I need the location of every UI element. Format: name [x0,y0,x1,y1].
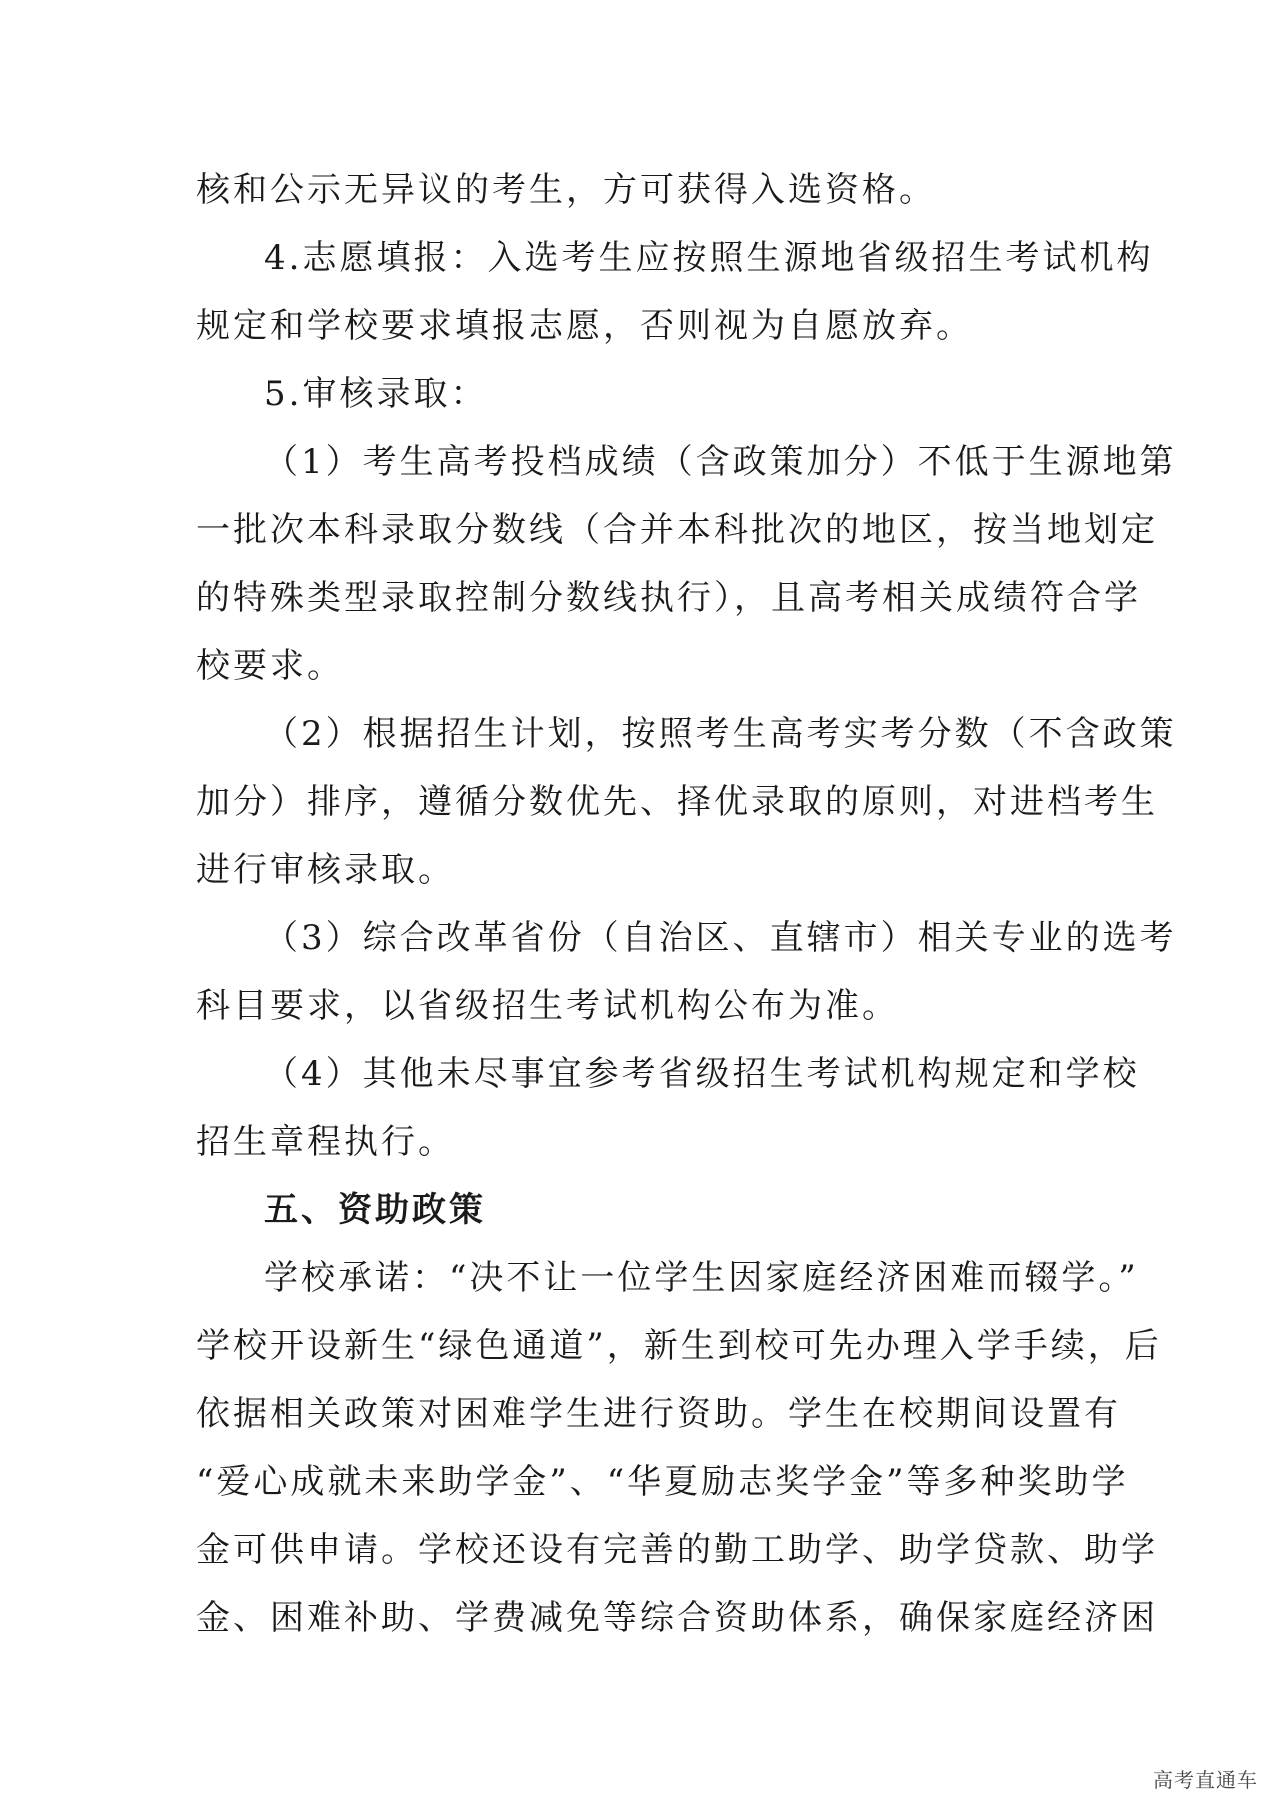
text-line: 依据相关政策对困难学生进行资助。学生在校期间设置有 [196,1394,1121,1434]
document-body [196,156,1177,1652]
text-line: 学校开设新生“绿色通道”，新生到校可先办理入学手续，后 [196,1326,1162,1366]
text-line: 金可供申请。学校还设有完善的勤工助学、助学贷款、助学 [196,1530,1158,1570]
text-line: 科目要求，以省级招生考试机构公布为准。 [196,986,899,1026]
text-line: （1）考生高考投档成绩（含政策加分）不低于生源地第 [264,442,1177,482]
text-line: （3）综合改革省份（自治区、直辖市）相关专业的选考 [264,918,1177,958]
text-line: 核和公示无异议的考生，方可获得入选资格。 [196,170,936,210]
text-line: “爱心成就未来助学金”、“华夏励志奖学金”等多种奖助学 [196,1462,1129,1502]
text-line: 加分）排序，遵循分数优先、择优录取的原则，对进档考生 [196,782,1158,822]
text-line: 校要求。 [196,646,344,686]
section-heading: 五、资助政策 [264,1190,486,1230]
text-line: 5.审核录取： [264,374,488,414]
text-line: 规定和学校要求填报志愿，否则视为自愿放弃。 [196,306,973,346]
text-line: （2）根据招生计划，按照考生高考实考分数（不含政策 [264,714,1177,754]
text-line: 进行审核录取。 [196,850,455,890]
watermark: 高考直通车 [1153,1768,1258,1792]
text-line: 一批次本科录取分数线（合并本科批次的地区，按当地划定 [196,510,1158,550]
text-line: 4.志愿填报：入选考生应按照生源地省级招生考试机构 [264,238,1154,278]
text-line: （4）其他未尽事宜参考省级招生考试机构规定和学校 [264,1054,1140,1094]
text-line: 学校承诺：“决不让一位学生因家庭经济困难而辍学。” [264,1258,1139,1298]
text-line: 的特殊类型录取控制分数线执行），且高考相关成绩符合学 [196,578,1141,618]
text-line: 招生章程执行。 [196,1122,455,1162]
text-line: 金、困难补助、学费减免等综合资助体系，确保家庭经济困 [196,1598,1158,1638]
